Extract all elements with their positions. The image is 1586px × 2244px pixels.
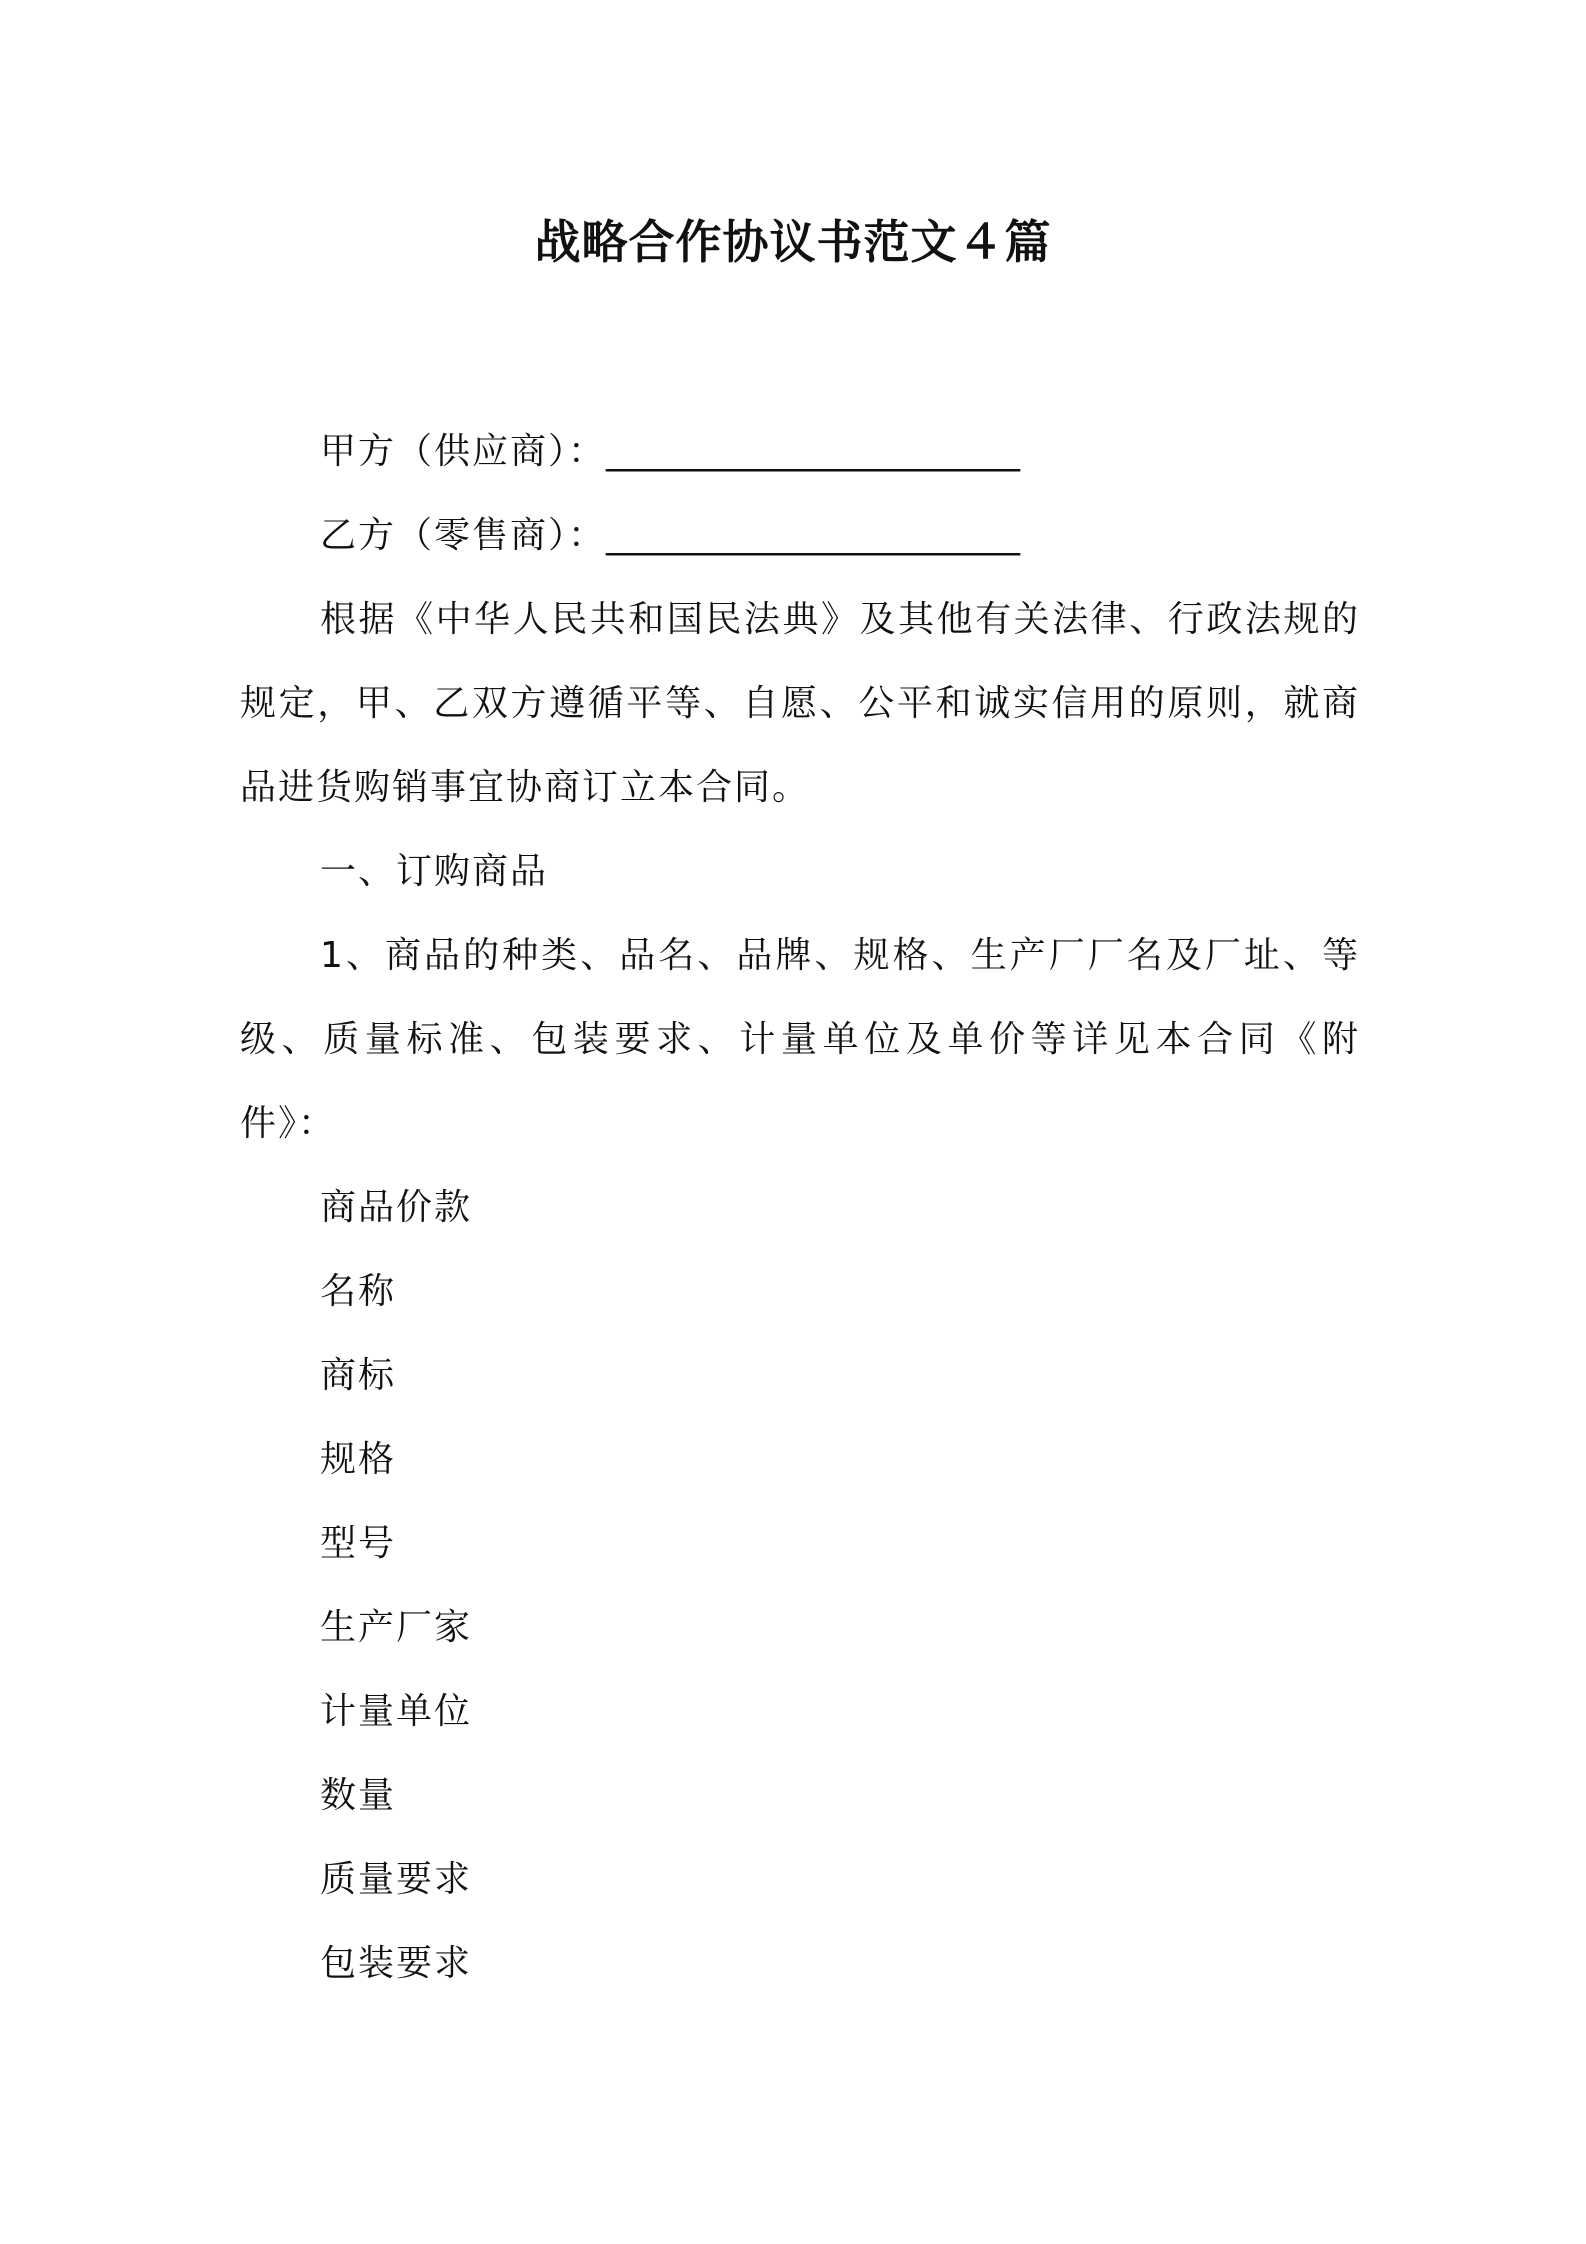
- field-item: 质量要求: [320, 1859, 473, 1900]
- field-item: 包装要求: [320, 1943, 473, 1984]
- intro-paragraph: 根据《中华人民共和国民法典》及其他有关法律、行政法规的规定，甲、乙双方遵循平等、自愿、公平和诚实信用的原则，就商品进货购销事宜协商订立本合同。: [240, 599, 1360, 808]
- field-item: 数量: [320, 1775, 397, 1816]
- party-a-blank: _______________________: [606, 431, 1021, 472]
- field-item: 名称: [320, 1271, 397, 1312]
- field-item: 型号: [320, 1523, 397, 1564]
- field-item: 商品价款: [320, 1187, 473, 1228]
- party-a-line: [240, 410, 1360, 494]
- document-title: 战略合作协议书范文４篇: [534, 215, 1052, 269]
- party-b-label: 乙方（零售商）：: [320, 515, 607, 556]
- document-body: [240, 410, 1360, 2006]
- party-a-label: 甲方（供应商）：: [320, 431, 607, 472]
- clause-1-paragraph: 1、商品的种类、品名、品牌、规格、生产厂厂名及厂址、等级、质量标准、包装要求、计量单位及单价等详见本合同《附件》：: [240, 935, 1360, 1144]
- section-heading-1: 一、订购商品: [320, 851, 549, 892]
- field-item: 计量单位: [320, 1691, 473, 1732]
- field-item: 规格: [320, 1439, 397, 1480]
- field-item: 商标: [320, 1355, 397, 1396]
- party-b-line: [240, 494, 1360, 578]
- party-b-blank: _______________________: [606, 515, 1021, 556]
- field-item: 生产厂家: [320, 1607, 473, 1648]
